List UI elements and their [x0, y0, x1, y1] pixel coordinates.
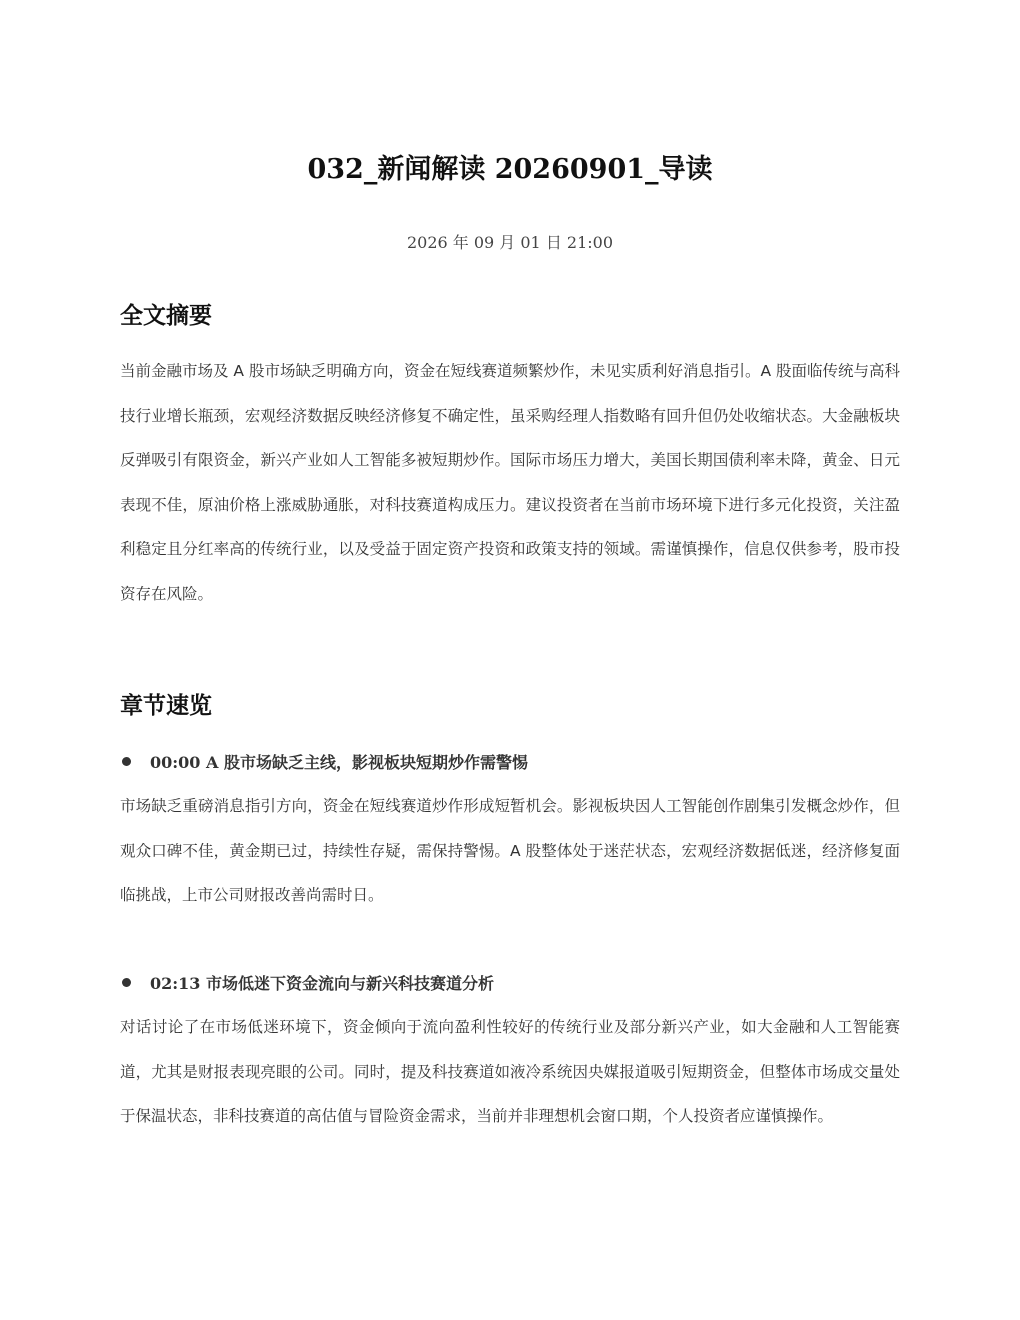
bullet-icon: [122, 757, 131, 766]
bullet-icon: [122, 978, 131, 987]
chapter-text: 对话讨论了在市场低迷环境下，资金倾向于流向盈利性较好的传统行业及部分新兴产业，如大金融和人工智能赛道，尤其是财报表现亮眼的公司。同时，提及科技赛道如液冷系统因央媒报道吸引短期资金，但整体市场成交量处于保温状态，非科技赛道的高估值与冒险资金需求，当前并非理想机会窗口期，个人投资者应谨慎操作。: [120, 1018, 900, 1125]
chapter-text: 市场缺乏重磅消息指引方向，资金在短线赛道炒作形成短暂机会。影视板块因人工智能创作剧集引发概念炒作，但观众口碑不佳，黄金期已过，持续性存疑，需保持警惕。A 股整体处于迷茫状态，宏观经济数据低迷，经济修复面临挑战，上市公司财报改善尚需时日。: [120, 797, 900, 904]
summary-text: 当前金融市场及 A 股市场缺乏明确方向，资金在短线赛道频繁炒作，未见实质利好消息指引。A 股面临传统与高科技行业增长瓶颈，宏观经济数据反映经济修复不确定性，虽采购经理人指数略有回升但仍处收缩状态。大金融板块反弹吸引有限资金，新兴产业如人工智能多被短期炒作。国际市场压力增大，美国长期国债利率未降，黄金、日元表现不佳，原油价格上涨威胁通胀，对科技赛道构成压力。建议投资者在当前市场环境下进行多元化投资，关注盈利稳定且分红率高的传统行业，以及受益于固定资产投资和政策支持的领域。需谨慎操作，信息仅供参考，股市投资存在风险。: [120, 362, 900, 603]
chapters-heading: 章节速览: [120, 693, 212, 719]
chapter-title-text: 00:00 A 股市场缺乏主线，影视板块短期炒作需警惕: [150, 752, 528, 772]
chapter-title-text: 02:13 市场低迷下资金流向与新兴科技赛道分析: [150, 973, 495, 993]
chapter-title: [120, 746, 900, 776]
chapter-title: [120, 967, 900, 997]
summary-heading: 全文摘要: [120, 303, 212, 329]
document-date: 2026 年 09 月 01 日 21:00: [406, 233, 614, 252]
document-title: 032_新闻解读 20260901_导读: [307, 154, 713, 185]
